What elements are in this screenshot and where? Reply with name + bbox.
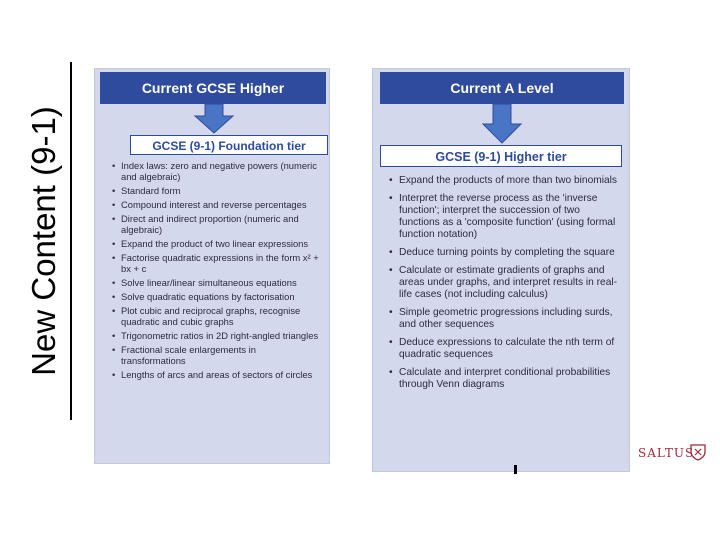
page-title-wrap	[22, 62, 66, 420]
list-item: • Factorise quadratic expressions in the form x² + bx + c	[111, 252, 323, 274]
gcse-panel	[94, 68, 330, 464]
list-item: • Interpret the reverse process as the 'inverse function'; interpret the succession of two functions as a 'composite function' (using formal function notation)	[388, 193, 620, 241]
list-item: • Compound interest and reverse percentages	[111, 199, 323, 210]
list-item: • Calculate and interpret conditional probabilities through Venn diagrams	[388, 367, 620, 391]
list-item: • Deduce expressions to calculate the nth term of quadratic sequences	[388, 337, 620, 361]
down-arrow-icon	[481, 104, 523, 144]
list-item: • Expand the products of more than two binomials	[388, 175, 620, 187]
list-item: • Solve linear/linear simultaneous equations	[111, 277, 323, 288]
page-title: New Content (9-1)	[25, 106, 62, 376]
gcse-topic-list	[111, 160, 323, 383]
crest-icon	[690, 443, 706, 461]
list-item: • Expand the product of two linear expressions	[111, 238, 323, 249]
list-item: • Plot cubic and reciprocal graphs, recognise quadratic and cubic graphs	[111, 305, 323, 327]
list-item: • Calculate or estimate gradients of graphs and areas under graphs, and interpret results in real-life cases (not including calculus)	[388, 265, 620, 301]
a-level-panel-header: Current A Level	[380, 72, 624, 104]
mark	[514, 465, 517, 474]
a-level-tier-label: GCSE (9-1) Higher tier	[380, 145, 622, 167]
down-arrow-icon	[193, 104, 235, 134]
list-item: • Solve quadratic equations by factorisation	[111, 291, 323, 302]
list-item: • Trigonometric ratios in 2D right-angled triangles	[111, 330, 323, 341]
a-level-topic-list	[388, 175, 620, 397]
list-item: • Direct and indirect proportion (numeric and algebraic)	[111, 213, 323, 235]
list-item: • Standard form	[111, 185, 323, 196]
title-divider	[70, 62, 72, 420]
list-item: • Deduce turning points by completing the square	[388, 247, 620, 259]
a-level-panel	[372, 68, 630, 472]
list-item: • Index laws: zero and negative powers (numeric and algebraic)	[111, 160, 323, 182]
list-item: • Fractional scale enlargements in transformations	[111, 344, 323, 366]
list-item: • Simple geometric progressions including surds, and other sequences	[388, 307, 620, 331]
gcse-tier-label: GCSE (9-1) Foundation tier	[130, 135, 328, 155]
school-logo-text: SALTUS	[638, 446, 695, 460]
list-item: • Lengths of arcs and areas of sectors of circles	[111, 369, 323, 380]
gcse-panel-header: Current GCSE Higher	[100, 72, 326, 104]
